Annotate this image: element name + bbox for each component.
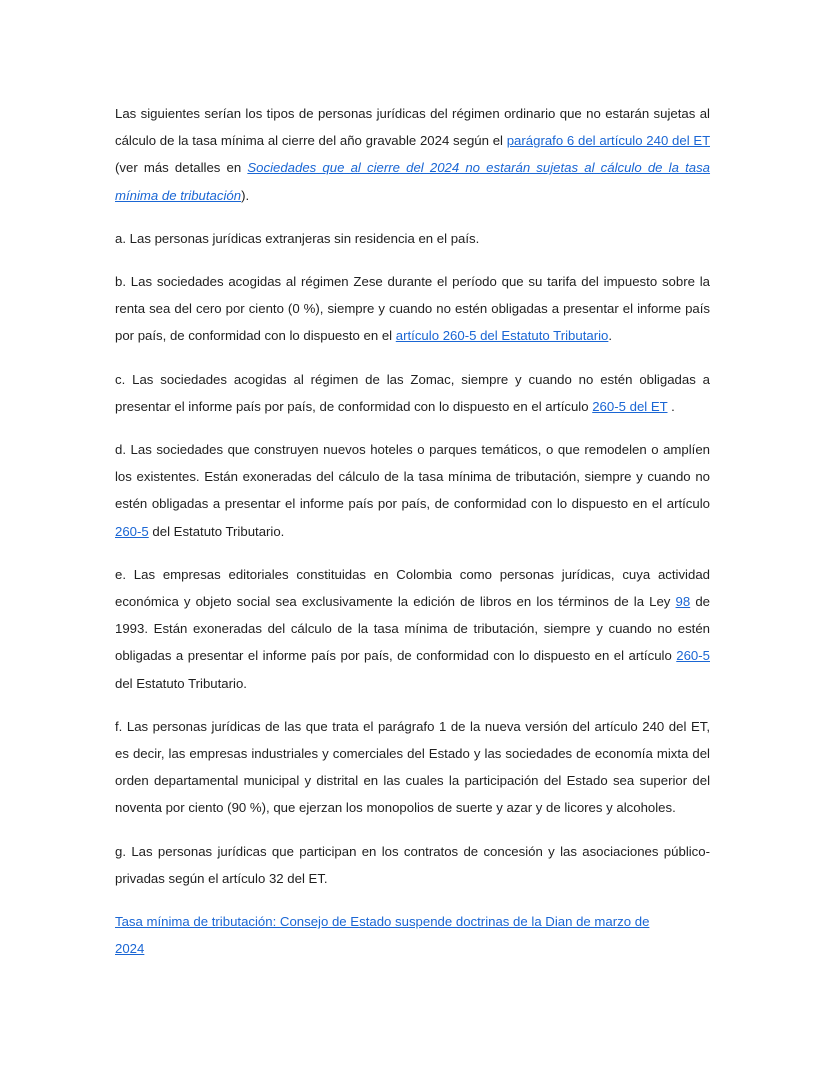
item-b-text-2: . [608, 328, 613, 344]
item-c [115, 366, 710, 420]
link-260-5-d[interactable]: 260-5 [115, 523, 149, 539]
related-article [115, 908, 660, 962]
intro-text-2: (ver más detalles en [115, 160, 248, 176]
item-b [115, 268, 710, 350]
item-g-text: g. Las personas jurídicas que participan en los contratos de concesión y las asociaciones público-privadas según el artículo 32 del ET. [115, 843, 710, 886]
link-sociedades-tasa-minima[interactable]: Sociedades que al cierre del 2024 no estarán sujetas al cálculo de la tasa mínima de tributación [115, 160, 711, 203]
item-e [115, 561, 710, 697]
item-e-text-1: e. Las empresas editoriales constituidas en Colombia como personas jurídicas, cuya actividad económica y objeto social sea exclusivamente la edición de libros en los términos de la Ley [115, 566, 710, 610]
link-articulo-260-5-estatuto[interactable]: artículo 260-5 del Estatuto Tributario [395, 328, 609, 344]
related-article-link[interactable]: Tasa mínima de tributación: Consejo de Estado suspende doctrinas de la Dian de marzo de 2024 [115, 914, 650, 957]
item-a [115, 225, 710, 252]
intro-text-1: Las siguientes serían los tipos de personas jurídicas del régimen ordinario que no estarán sujetas al cálculo de la tasa mínima al cierre del año gravable 2024 según el [115, 106, 710, 149]
intro-paragraph [115, 100, 710, 209]
item-d-text-2: del Estatuto Tributario. [148, 523, 285, 539]
item-g [115, 838, 710, 892]
item-d [115, 436, 710, 545]
link-paragrafo-6[interactable]: parágrafo 6 del artículo 240 del ET [506, 133, 710, 149]
link-260-5-del-et[interactable]: 260-5 del ET [592, 398, 668, 414]
item-d-text-1: d. Las sociedades que construyen nuevos hoteles o parques temáticos, o que remodelen o amplíen los existentes. Están exoneradas del cálculo de la tasa mínima de tributación, siempre y cuando no estén obligadas a presentar el informe país por país, de conformidad con lo dispuesto en el artículo [115, 442, 710, 512]
intro-text-3: ). [241, 187, 250, 203]
item-f [115, 713, 710, 822]
item-a-text: a. Las personas jurídicas extranjeras sin residencia en el país. [115, 230, 480, 246]
item-c-text-2: . [667, 398, 675, 414]
item-b-text-1: b. Las sociedades acogidas al régimen Zese durante el período que su tarifa del impuesto sobre la renta sea del cero por ciento (0 %), siempre y cuando no estén obligadas a presentar el informe país por país, de conformidad con lo dispuesto en el [115, 274, 710, 344]
item-e-text-3: del Estatuto Tributario. [115, 675, 247, 691]
link-ley-98[interactable]: 98 [675, 594, 691, 610]
item-c-text-1: c. Las sociedades acogidas al régimen de las Zomac, siempre y cuando no estén obligadas a presentar el informe país por país, de conformidad con lo dispuesto en el artículo [115, 371, 710, 414]
item-f-text: f. Las personas jurídicas de las que trata el parágrafo 1 de la nueva versión del artículo 240 del ET, es decir, las empresas industriales y comerciales del Estado y las sociedades de economía mixta del orden departamental municipal y distrital en las cuales la participación del Estado sea superior del noventa por ciento (90 %), que ejerzan los monopolios de suerte y azar y de licores y alcoholes. [115, 718, 710, 816]
link-260-5-e[interactable]: 260-5 [676, 648, 710, 664]
item-e-text-2: de 1993. Están exoneradas del cálculo de la tasa mínima de tributación, siempre y cuando no estén obligadas a presentar el informe país por país, de conformidad con lo dispuesto en el artículo [115, 594, 710, 664]
document-body [115, 100, 710, 978]
